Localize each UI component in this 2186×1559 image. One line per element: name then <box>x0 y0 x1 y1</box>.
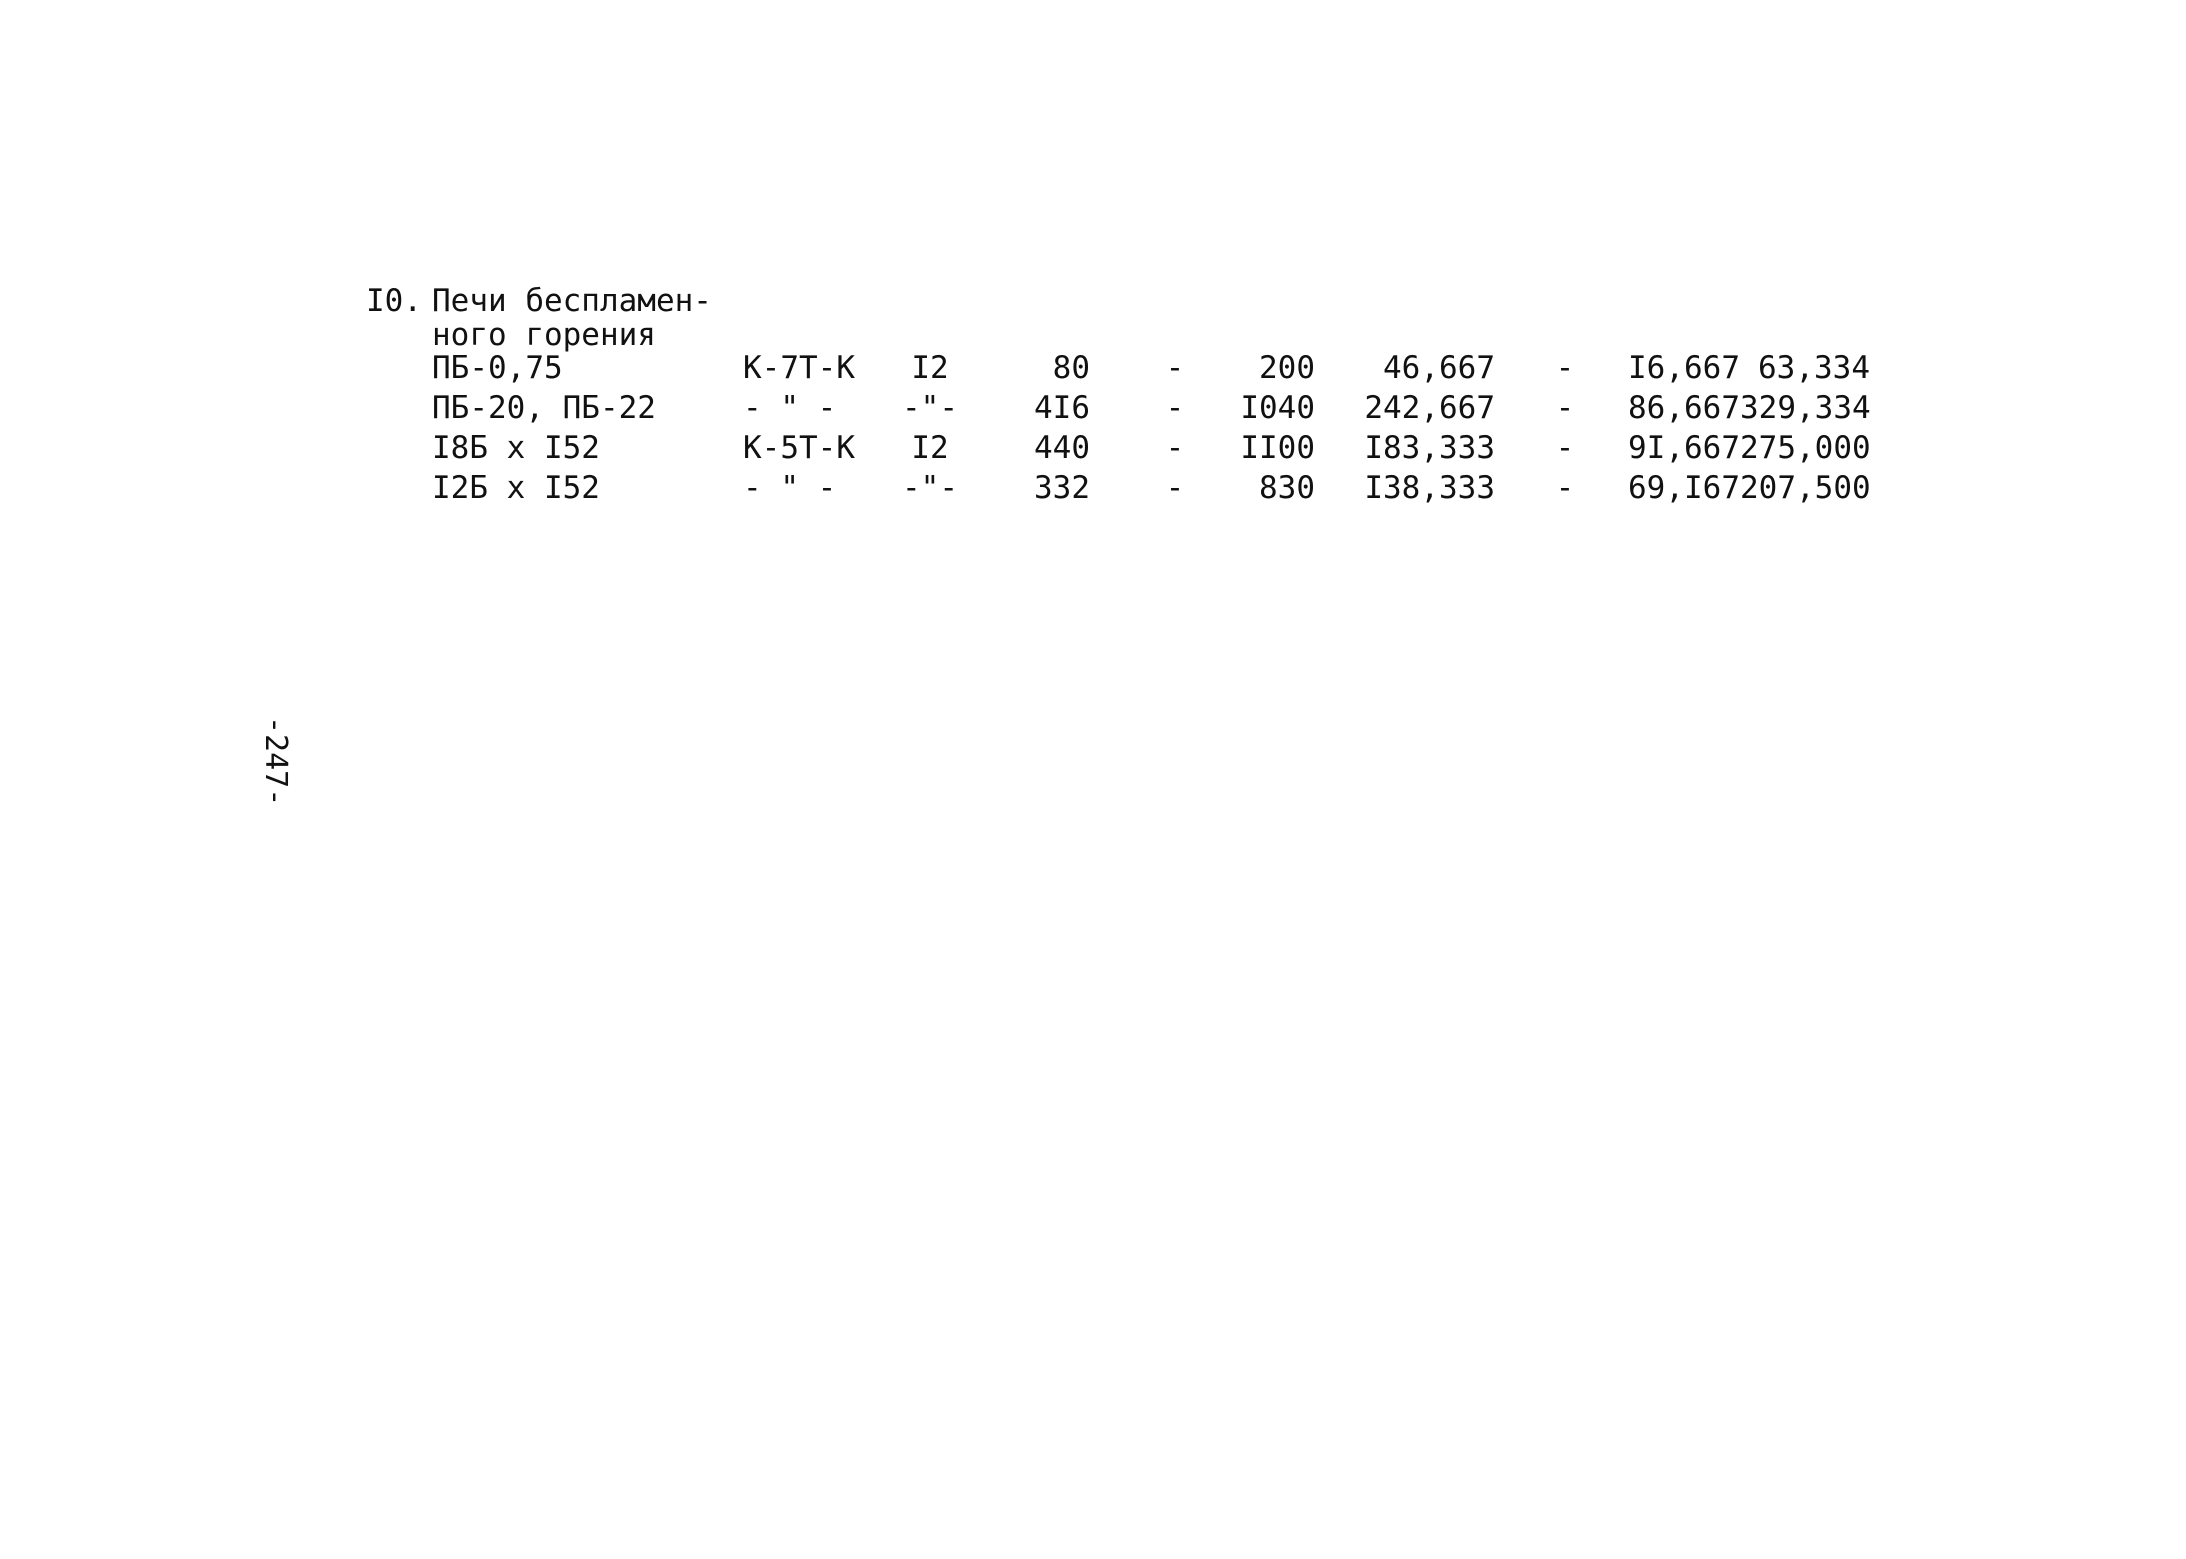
row-name: I8Б x I52 <box>432 430 600 466</box>
row-col-e: - <box>1555 350 1575 386</box>
row-col-g: 329,334 <box>1740 390 1871 426</box>
section-number: I0. <box>366 283 422 319</box>
row-name: ПБ-0,75 <box>432 350 563 386</box>
row-col-e: - <box>1555 390 1575 426</box>
page-number: -247- <box>258 716 293 807</box>
row-col-a: 332 <box>1034 470 1090 506</box>
row-col-c: 200 <box>1259 350 1315 386</box>
section-title-line-1: Печи беспламен- <box>432 283 712 319</box>
table-row <box>0 428 2186 468</box>
row-col-d: 46,667 <box>1383 350 1495 386</box>
row-col-d: I83,333 <box>1364 430 1495 466</box>
table-row <box>0 348 2186 388</box>
row-col-e: - <box>1555 470 1575 506</box>
row-col-f: I6,667 <box>1628 350 1740 386</box>
row-col-b: - <box>1165 470 1185 506</box>
row-col-f: 69,I67 <box>1628 470 1740 506</box>
row-col-g: 275,000 <box>1740 430 1871 466</box>
row-brand: - " - <box>743 390 837 426</box>
section-title-line-2: ного горения <box>432 317 656 353</box>
row-col-a: 80 <box>1052 350 1090 386</box>
table-row <box>0 468 2186 508</box>
row-col-d: 242,667 <box>1364 390 1495 426</box>
row-brand: К-7Т-К <box>743 350 855 386</box>
row-col-f: 86,667 <box>1628 390 1740 426</box>
row-name: I2Б x I52 <box>432 470 600 506</box>
row-qty: -"- <box>902 470 958 506</box>
row-col-b: - <box>1165 390 1185 426</box>
row-col-b: - <box>1165 350 1185 386</box>
row-col-b: - <box>1165 430 1185 466</box>
row-col-a: 4I6 <box>1034 390 1090 426</box>
table-row <box>0 388 2186 428</box>
row-col-g: 207,500 <box>1740 470 1871 506</box>
row-brand: К-5Т-К <box>743 430 855 466</box>
row-brand: - " - <box>743 470 837 506</box>
row-name: ПБ-20, ПБ-22 <box>432 390 656 426</box>
row-qty: -"- <box>902 390 958 426</box>
row-col-a: 440 <box>1034 430 1090 466</box>
row-col-c: II00 <box>1240 430 1315 466</box>
row-col-g: 63,334 <box>1758 350 1870 386</box>
row-col-d: I38,333 <box>1364 470 1495 506</box>
row-col-c: I040 <box>1240 390 1315 426</box>
row-col-e: - <box>1555 430 1575 466</box>
row-col-c: 830 <box>1259 470 1315 506</box>
row-qty: I2 <box>911 430 949 466</box>
section-title <box>432 284 712 352</box>
row-qty: I2 <box>911 350 949 386</box>
row-col-f: 9I,667 <box>1628 430 1740 466</box>
